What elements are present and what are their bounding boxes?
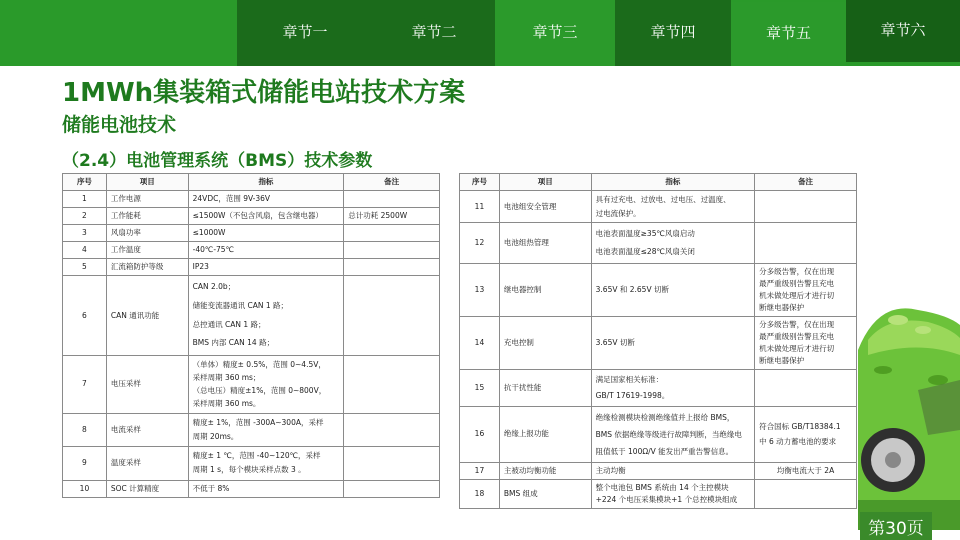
table-row — [460, 463, 857, 480]
col-header-item: 项目 — [106, 174, 188, 191]
spec-line: 精度± 1%，范围 -300A~300A，采样 — [192, 417, 324, 427]
col-header-no: 序号 — [63, 174, 107, 191]
table-row — [63, 480, 440, 497]
note-line: 中 6 动力蓄电池的要求 — [759, 437, 837, 447]
spec-line: （单体）精度± 0.5%，范围 0~4.5V， — [192, 360, 326, 369]
table-row — [63, 191, 440, 208]
note-line: 分多级告警，仅在出现 — [759, 267, 835, 276]
spec-line: 储能变流器通讯 CAN 1 路； — [192, 300, 289, 310]
row-spec — [188, 413, 344, 447]
row-item: 电压采样 — [106, 356, 188, 414]
row-no: 15 — [460, 370, 500, 407]
row-no: 3 — [63, 225, 107, 242]
spec-line: 总控通讯 CAN 1 路； — [192, 319, 266, 329]
col-header-item: 项目 — [499, 174, 591, 191]
row-no: 12 — [460, 223, 500, 264]
table-header-row — [63, 174, 440, 191]
row-item: 抗干扰性能 — [499, 370, 591, 407]
row-spec: 不低于 8% — [188, 480, 344, 497]
tab-chapter-5[interactable]: 章节五 — [731, 2, 846, 66]
row-spec — [591, 480, 755, 509]
row-note — [344, 259, 440, 276]
row-note — [755, 370, 857, 407]
row-item: 主被动均衡功能 — [499, 463, 591, 480]
table-row — [460, 223, 857, 264]
row-spec: 3.65V 切断 — [591, 317, 755, 370]
row-spec — [591, 406, 755, 463]
row-note — [344, 191, 440, 208]
table-row — [460, 480, 857, 509]
table-row — [460, 264, 857, 317]
tab-chapter-3[interactable]: 章节三 — [495, 0, 615, 66]
row-no: 1 — [63, 191, 107, 208]
row-note — [344, 225, 440, 242]
table-row — [460, 317, 857, 370]
row-note — [344, 447, 440, 481]
row-spec — [188, 447, 344, 481]
spec-line: +224 个电压采集模块+1 个总控模块组成 — [595, 495, 738, 505]
table-row — [460, 370, 857, 407]
spec-line: 电池表面温度≤28℃风扇关闭 — [595, 247, 695, 256]
row-no: 8 — [63, 413, 107, 447]
row-item: 电池组安全管理 — [499, 191, 591, 223]
spec-line: 阻值低于 100Ω/V 能发出严重告警信息。 — [595, 447, 734, 456]
row-note — [344, 356, 440, 414]
row-note — [755, 317, 857, 370]
spec-line: 具有过充电、过放电、过电压、过温度、 — [595, 195, 731, 204]
row-item: 风扇功率 — [106, 225, 188, 242]
bms-spec-table-right — [459, 173, 857, 509]
note-line: 最严重级别告警且充电 — [759, 332, 835, 341]
spec-line: 电池表面温度≥35℃风扇启动 — [595, 229, 695, 238]
row-note — [755, 264, 857, 317]
row-spec: 主动均衡 — [591, 463, 755, 480]
spec-line: 满足国家相关标准： — [595, 375, 664, 384]
green-leaf-car-image — [858, 230, 960, 540]
row-note — [344, 242, 440, 259]
row-no: 14 — [460, 317, 500, 370]
spec-line: 整个电池包 BMS 系统由 14 个主控模块 — [595, 483, 729, 493]
row-item: 工作能耗 — [106, 208, 188, 225]
row-spec — [591, 191, 755, 223]
row-no: 5 — [63, 259, 107, 276]
col-header-no: 序号 — [460, 174, 500, 191]
page-title: 1MWh集装箱式储能电站技术方案 — [62, 78, 466, 108]
row-spec: 24VDC，范围 9V-36V — [188, 191, 344, 208]
note-line: 分多级告警，仅在出现 — [759, 320, 835, 329]
spec-line: （总电压）精度±1%，范围 0~800V， — [192, 386, 327, 396]
row-spec — [591, 223, 755, 264]
table-row — [63, 208, 440, 225]
spec-line: 周期 1 s，每个模块采样点数 3 。 — [192, 465, 306, 475]
spec-line: 周期 20ms。 — [192, 431, 239, 441]
spec-line: GB/T 17619-1998。 — [595, 390, 670, 400]
row-no: 9 — [63, 447, 107, 481]
row-item: 继电器控制 — [499, 264, 591, 317]
row-item: BMS 组成 — [499, 480, 591, 509]
tab-chapter-2[interactable]: 章节二 — [373, 0, 495, 66]
row-item: 温度采样 — [106, 447, 188, 481]
row-spec: -40℃-75℃ — [188, 242, 344, 259]
row-item: 电池组热管理 — [499, 223, 591, 264]
row-item: 充电控制 — [499, 317, 591, 370]
row-item: 电流采样 — [106, 413, 188, 447]
row-note — [344, 276, 440, 356]
note-line: 机未做处理后才进行切 — [759, 291, 835, 300]
spec-line: BMS 依据绝缘等级进行故障判断，当绝缘电 — [595, 429, 742, 439]
row-no: 17 — [460, 463, 500, 480]
row-note: 均衡电流大于 2A — [755, 463, 857, 480]
table-row — [63, 413, 440, 447]
table-row — [63, 276, 440, 356]
row-item: 汇流箱防护等级 — [106, 259, 188, 276]
col-header-spec: 指标 — [591, 174, 755, 191]
table-row — [63, 447, 440, 481]
spec-line: 绝缘检测模块检测绝缘值并上报给 BMS， — [595, 412, 735, 422]
row-no: 4 — [63, 242, 107, 259]
row-no: 11 — [460, 191, 500, 223]
row-no: 10 — [63, 480, 107, 497]
row-spec: ≤1000W — [188, 225, 344, 242]
table-row — [63, 356, 440, 414]
table-row — [63, 259, 440, 276]
row-item: 工作电源 — [106, 191, 188, 208]
table-header-row — [460, 174, 857, 191]
row-note — [755, 223, 857, 264]
table-row — [460, 191, 857, 223]
row-item: 工作温度 — [106, 242, 188, 259]
note-line: 最严重级别告警且充电 — [759, 279, 835, 288]
note-line: 机未做处理后才进行切 — [759, 344, 835, 353]
row-no: 16 — [460, 406, 500, 463]
row-no: 6 — [63, 276, 107, 356]
row-note — [755, 406, 857, 463]
col-header-spec: 指标 — [188, 174, 344, 191]
row-spec: ≤1500W（不包含风扇，包含继电器） — [188, 208, 344, 225]
row-no: 2 — [63, 208, 107, 225]
row-item: CAN 通讯功能 — [106, 276, 188, 356]
row-spec — [188, 356, 344, 414]
spec-line: 过电流保护。 — [595, 208, 641, 218]
table-row — [63, 225, 440, 242]
row-spec — [591, 370, 755, 407]
col-header-note: 备注 — [755, 174, 857, 191]
note-line: 断继电器保护 — [759, 356, 805, 365]
spec-line: 采样周期 360 ms； — [192, 373, 261, 383]
row-note — [755, 480, 857, 509]
section-heading: （2.4）电池管理系统（BMS）技术参数 — [62, 151, 373, 171]
tab-chapter-1[interactable]: 章节一 — [237, 0, 373, 66]
row-note — [755, 191, 857, 223]
note-line: 符合国标 GB/T18384.1 — [759, 422, 841, 432]
col-header-note: 备注 — [344, 174, 440, 191]
row-no: 13 — [460, 264, 500, 317]
page-subtitle: 储能电池技术 — [62, 114, 177, 136]
row-note: 总计功耗 2500W — [344, 208, 440, 225]
bms-spec-table-left — [62, 173, 440, 498]
table-row — [63, 242, 440, 259]
spec-line: BMS 内部 CAN 14 路； — [192, 338, 275, 348]
row-spec: IP23 — [188, 259, 344, 276]
spec-line: 精度± 1 ℃，范围 -40~120℃，采样 — [192, 451, 321, 460]
tab-chapter-6[interactable]: 章节六 — [846, 0, 960, 62]
tab-chapter-4[interactable]: 章节四 — [615, 0, 731, 66]
row-note — [344, 413, 440, 447]
row-item: SOC 计算精度 — [106, 480, 188, 497]
row-spec: 3.65V 和 2.65V 切断 — [591, 264, 755, 317]
spec-line: 采样周期 360 ms。 — [192, 399, 261, 409]
table-row — [460, 406, 857, 463]
page-number: 第30页 — [860, 512, 932, 540]
row-spec — [188, 276, 344, 356]
row-item: 绝缘上报功能 — [499, 406, 591, 463]
row-no: 18 — [460, 480, 500, 509]
spec-line: CAN 2.0b； — [192, 282, 236, 291]
note-line: 断继电器保护 — [759, 303, 805, 312]
row-no: 7 — [63, 356, 107, 414]
row-note — [344, 480, 440, 497]
